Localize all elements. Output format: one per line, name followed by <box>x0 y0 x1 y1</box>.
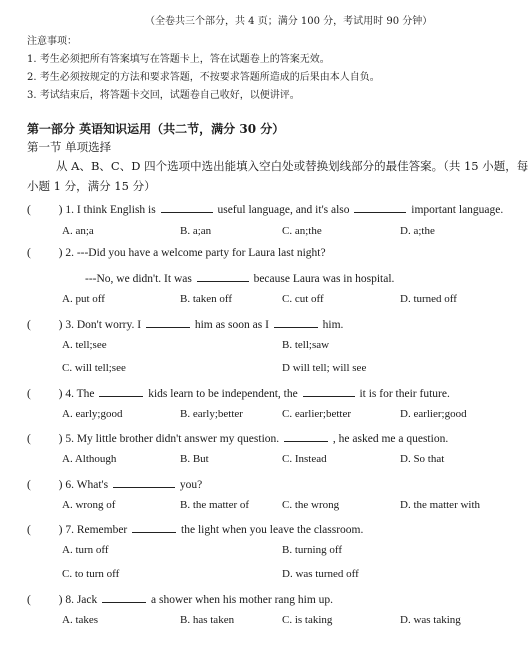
answer-paren-close: ) <box>58 247 63 259</box>
part1-title: 第一部分 英语知识运用（共二节，满分 30 分） <box>27 122 285 136</box>
option-a: A. turn off <box>62 544 109 556</box>
question-text: useful language, and it's also <box>217 204 350 216</box>
option-c: C. to turn off <box>62 568 120 580</box>
answer-paren-open: ( <box>27 388 31 400</box>
question-text: 8. Jack <box>65 594 98 606</box>
question-text: him as soon as I <box>194 319 269 331</box>
instruction-line-2: 小题 1 分，满分 15 分） <box>27 179 156 193</box>
option-b: B. But <box>180 453 209 465</box>
question-text: 1. I think English is <box>65 204 156 216</box>
question-5 <box>27 430 448 445</box>
answer-paren-open: ( <box>27 204 31 216</box>
question-2 <box>27 247 326 259</box>
option-b: B. turning off <box>282 544 342 556</box>
question-text: 4. The <box>65 388 95 400</box>
question-text: you? <box>179 479 203 491</box>
exam-info-header: （全卷共三个部分，共 4 页；满分 100 分，考试用时 90 分钟） <box>145 16 433 27</box>
question-1 <box>27 201 503 216</box>
option-b: B. the matter of <box>180 499 250 511</box>
answer-paren-close: ) <box>58 204 63 216</box>
question-text: important language. <box>411 204 504 216</box>
option-a: A. early;good <box>62 408 123 420</box>
option-a: A. an;a <box>62 225 94 237</box>
option-c: C. will tell;see <box>62 362 126 374</box>
question-text: 5. My little brother didn't answer my question. <box>65 433 280 445</box>
question-3 <box>27 316 343 331</box>
option-a: A. takes <box>62 614 99 626</box>
answer-blank <box>284 430 328 442</box>
answer-blank <box>303 385 355 397</box>
answer-paren-open: ( <box>27 524 31 536</box>
answer-blank <box>132 521 176 533</box>
option-d: D. turned off <box>400 293 457 305</box>
answer-blank <box>354 201 406 213</box>
option-d: D. was taking <box>400 614 461 626</box>
question-6 <box>27 476 202 491</box>
answer-paren-close: ) <box>58 388 63 400</box>
question-text: 2. ---Did you have a welcome party for Laura last night? <box>65 247 326 259</box>
answer-blank <box>274 316 318 328</box>
question-text: 7. Remember <box>65 524 128 536</box>
notes-item-3: 3. 考试结束后，将答题卡交回，试题卷自己收好，以便讲评。 <box>27 90 300 101</box>
answer-blank <box>197 270 249 282</box>
option-b: B. a;an <box>180 225 212 237</box>
option-b: B. early;better <box>180 408 243 420</box>
option-a: A. Although <box>62 453 117 465</box>
answer-paren-open: ( <box>27 594 31 606</box>
answer-paren-close: ) <box>58 433 63 445</box>
question-text: , he asked me a question. <box>332 433 449 445</box>
option-a: A. wrong of <box>62 499 116 511</box>
answer-blank <box>99 385 143 397</box>
question-text: him. <box>322 319 344 331</box>
question-text: the light when you leave the classroom. <box>181 524 364 536</box>
answer-paren-open: ( <box>27 319 31 331</box>
answer-paren-open: ( <box>27 433 31 445</box>
option-b: B. tell;saw <box>282 339 330 351</box>
answer-paren-close: ) <box>58 594 63 606</box>
question-text: kids learn to be independent, the <box>148 388 298 400</box>
question-text: ---No, we didn't. It was <box>85 273 192 285</box>
question-text: 3. Don't worry. I <box>65 319 142 331</box>
answer-blank <box>113 476 175 488</box>
option-d: D. a;the <box>400 225 435 237</box>
answer-paren-open: ( <box>27 479 31 491</box>
option-c: C. an;the <box>282 225 322 237</box>
notes-title: 注意事项： <box>27 36 77 47</box>
option-a: A. put off <box>62 293 105 305</box>
option-d: D. So that <box>400 453 445 465</box>
question-text: because Laura was in hospital. <box>253 273 395 285</box>
answer-blank <box>161 201 213 213</box>
question-text: a shower when his mother rang him up. <box>151 594 334 606</box>
option-d: D. earlier;good <box>400 408 467 420</box>
question-2-reply <box>85 270 394 285</box>
option-d: D. the matter with <box>400 499 481 511</box>
notes-item-1: 1. 考生必须把所有答案填写在答题卡上，答在试题卷上的答案无效。 <box>27 54 330 65</box>
answer-paren-close: ) <box>58 479 63 491</box>
question-4 <box>27 385 450 400</box>
option-c: C. is taking <box>282 614 333 626</box>
answer-paren-close: ) <box>58 524 63 536</box>
notes-item-2: 2. 考生必须按规定的方法和要求答题，不按要求答题所造成的后果由本人自负。 <box>27 72 380 83</box>
option-c: C. cut off <box>282 293 324 305</box>
section-title: 第一节 单项选择 <box>27 140 112 154</box>
option-c: C. Instead <box>282 453 327 465</box>
answer-blank <box>102 591 146 603</box>
question-text: it is for their future. <box>359 388 450 400</box>
answer-blank <box>146 316 190 328</box>
question-7 <box>27 521 363 536</box>
option-c: C. earlier;better <box>282 408 352 420</box>
option-b: B. has taken <box>180 614 235 626</box>
option-a: A. tell;see <box>62 339 107 351</box>
question-text: 6. What's <box>65 479 109 491</box>
option-b: B. taken off <box>180 293 233 305</box>
answer-paren-close: ) <box>58 319 63 331</box>
instruction-line-1: 从 A、B、C、D 四个选项中选出能填入空白处或替换划线部分的最佳答案。（共 15 小题，每 <box>56 159 528 173</box>
option-d: D. was turned off <box>282 568 359 580</box>
answer-paren-open: ( <box>27 247 31 259</box>
option-c: C. the wrong <box>282 499 340 511</box>
option-d: D will tell; will see <box>282 362 367 374</box>
question-8 <box>27 591 333 606</box>
